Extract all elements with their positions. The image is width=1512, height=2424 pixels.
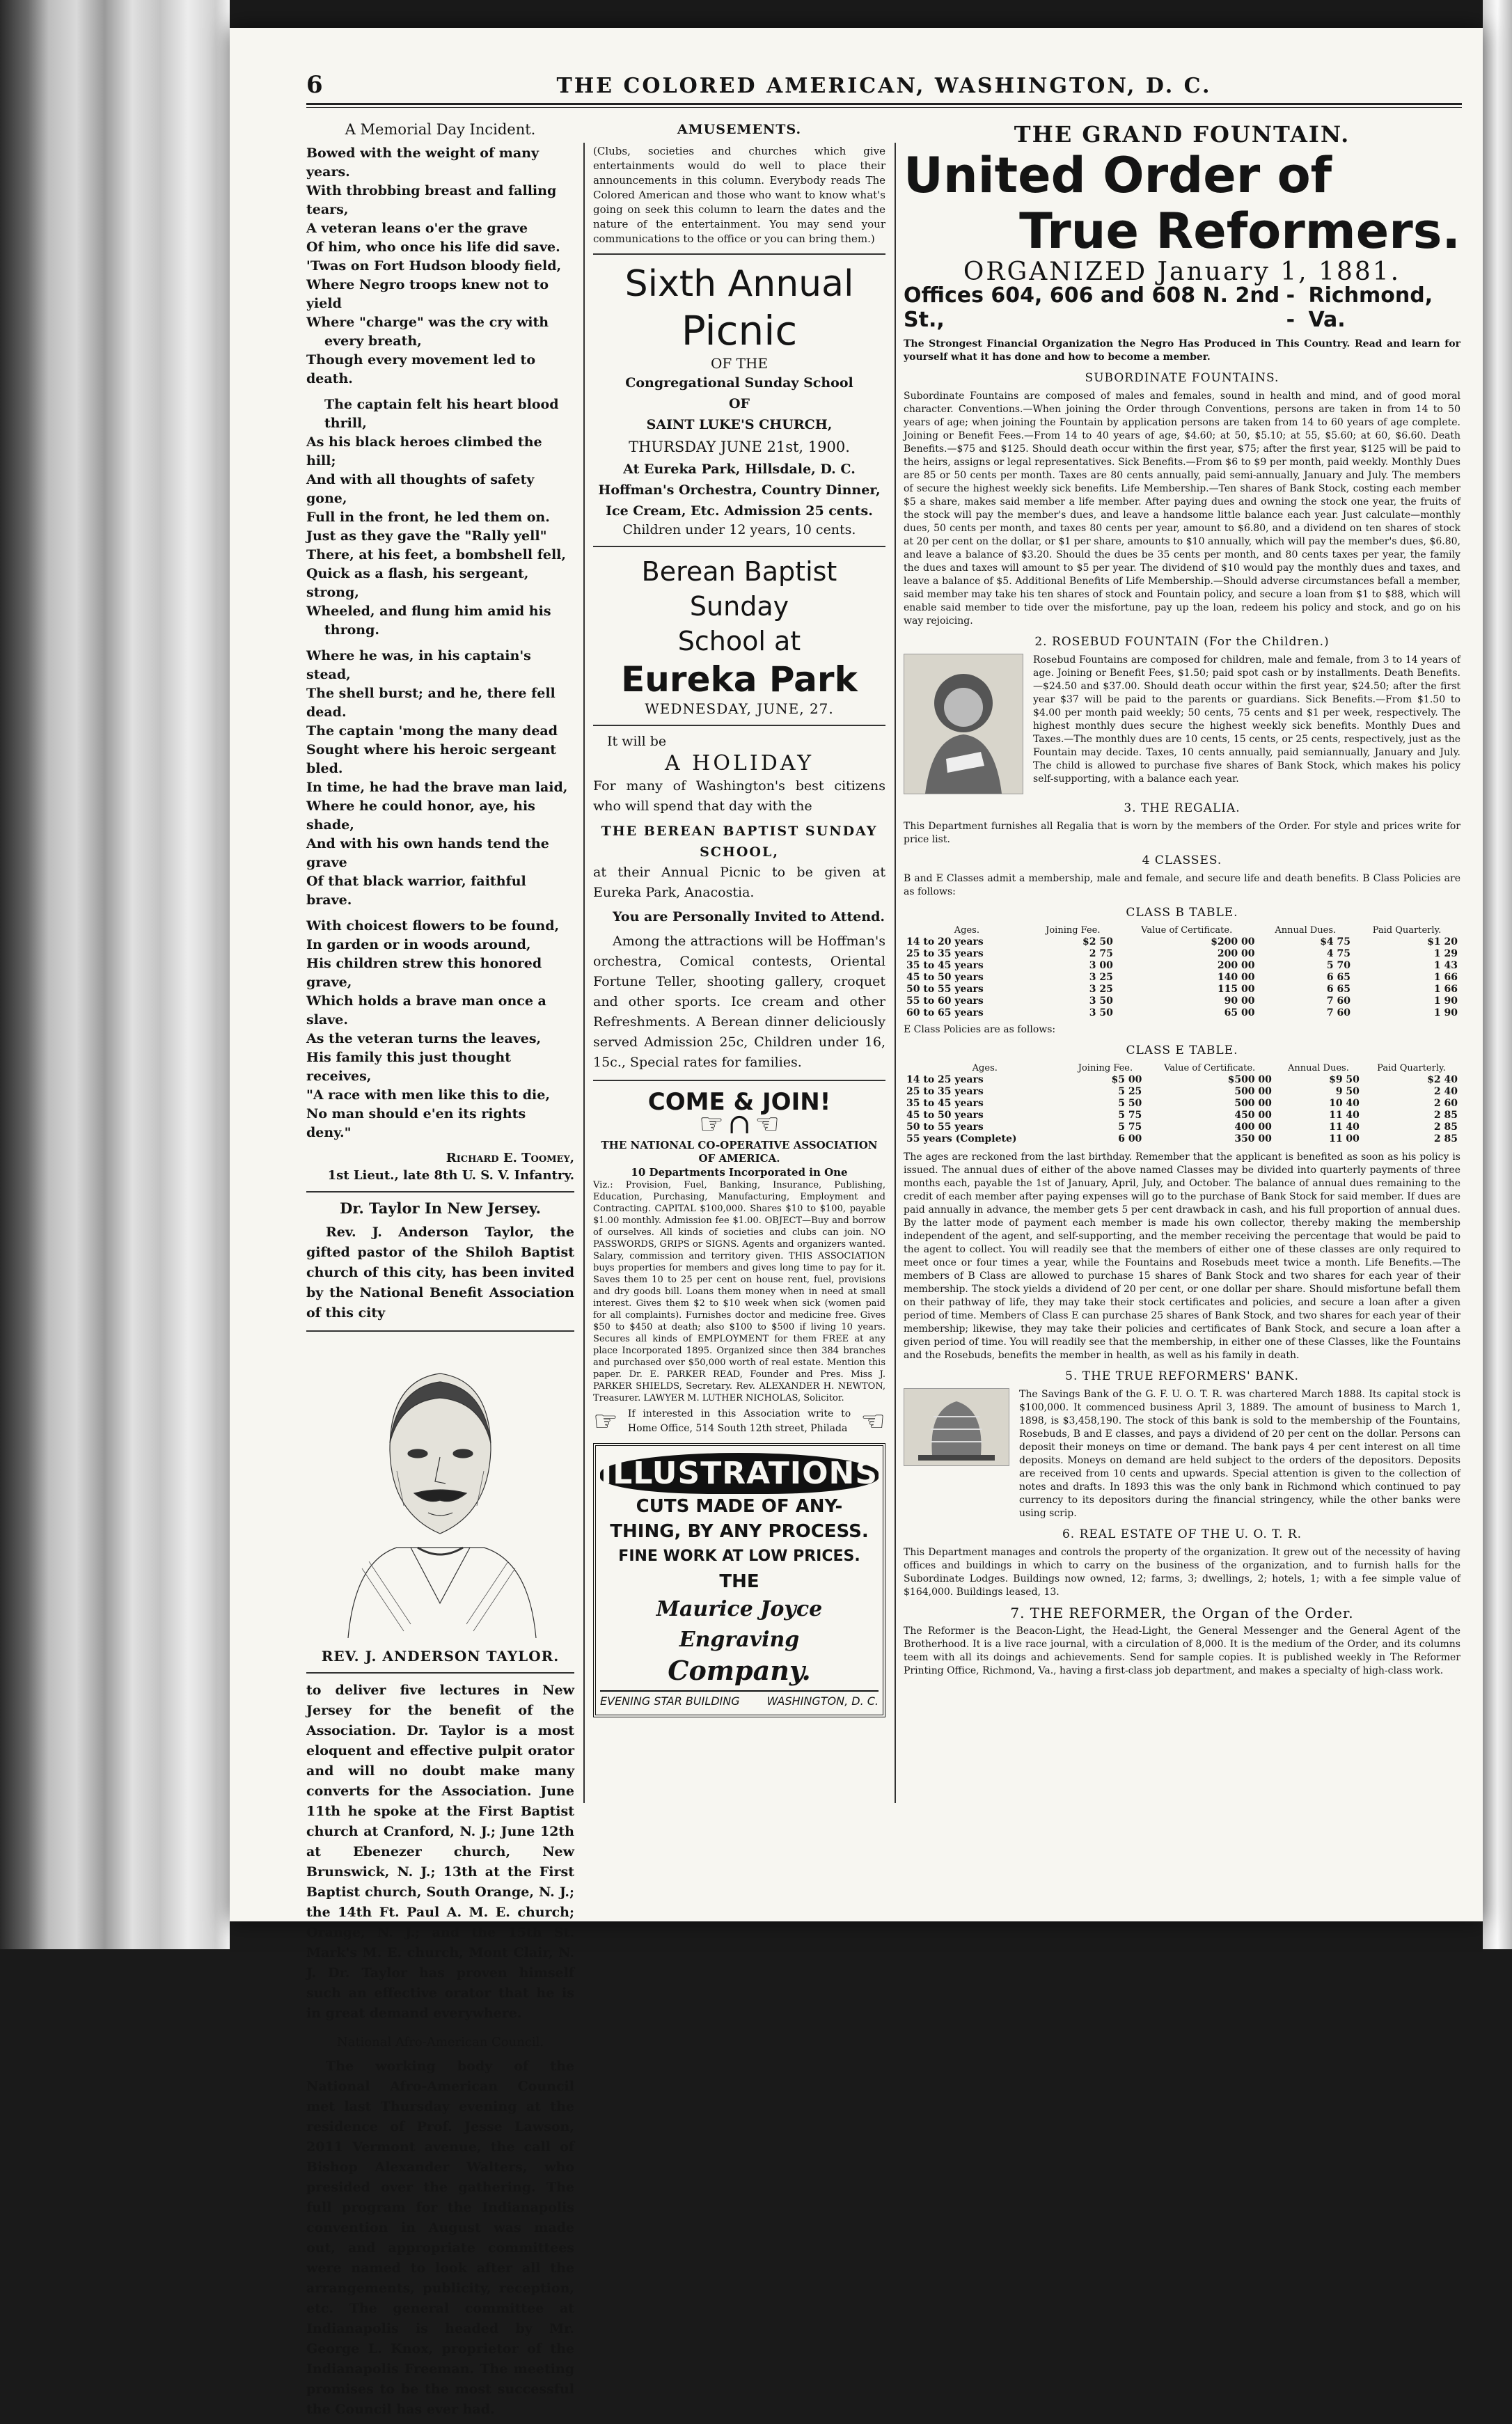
column-separator-2 bbox=[895, 143, 896, 1803]
table-cell: 25 to 35 years bbox=[906, 948, 984, 959]
table-cell: 55 to 60 years bbox=[906, 995, 984, 1007]
poem-line: every breath, bbox=[324, 333, 422, 349]
table-cell: 5 75 bbox=[1118, 1110, 1142, 1121]
table-cell: 140 00 bbox=[1217, 972, 1255, 983]
taylor-paragraph-1: Rev. J. Anderson Taylor, the gifted pastor of the Shiloh Baptist church of this city, has been invited by the National Benefit Association of this city bbox=[306, 1225, 574, 1321]
table-cell: 3 00 bbox=[1089, 960, 1113, 971]
class-e-table-body bbox=[904, 1074, 1460, 1145]
portrait-caption: REV. J. ANDERSON TAYLOR. bbox=[321, 1648, 560, 1664]
poem-line: Wheeled, and flung him amid his bbox=[306, 604, 551, 619]
poem-line: In garden or in woods around, bbox=[306, 937, 531, 952]
table-cell: $2 40 bbox=[1427, 1074, 1458, 1085]
table-cell: 5 50 bbox=[1118, 1098, 1142, 1109]
table-row bbox=[904, 1110, 1460, 1122]
table-cell: 60 to 65 years bbox=[906, 1007, 984, 1018]
engraving-line-3: FINE WORK AT LOW PRICES. bbox=[618, 1548, 860, 1565]
poem-line: His family this just thought receives, bbox=[306, 1050, 512, 1084]
masthead-rule bbox=[306, 103, 1462, 105]
table-cell: 1 90 bbox=[1433, 995, 1458, 1007]
picnic-admission: Ice Cream, Etc. Admission 25 cents. bbox=[606, 503, 873, 519]
table-cell: 350 00 bbox=[1234, 1133, 1272, 1144]
table-cell: $2 50 bbox=[1082, 936, 1113, 947]
regalia-body: This Department furnishes all Regalia that is worn by the members of the Order. For style and prices write for price list. bbox=[904, 821, 1460, 845]
poem-line: There, at his feet, a bombshell fell, bbox=[306, 547, 567, 562]
picnic-of-2: OF bbox=[728, 396, 750, 411]
table-row bbox=[904, 1122, 1460, 1133]
table-cell: 11 40 bbox=[1329, 1110, 1360, 1121]
berean-ad bbox=[593, 554, 885, 1073]
classes-heading: 4 CLASSES. bbox=[1142, 853, 1222, 867]
picnic-org-1: Congregational Sunday School bbox=[625, 375, 853, 391]
table-cell: 11 00 bbox=[1329, 1133, 1360, 1144]
table-row bbox=[904, 1007, 1460, 1019]
table-cell: $500 00 bbox=[1227, 1074, 1272, 1085]
poem-line: The shell burst; and he, there fell dead. bbox=[306, 686, 556, 720]
engraving-company-2: Company. bbox=[668, 1655, 811, 1686]
table-cell: 35 to 45 years bbox=[906, 1098, 984, 1109]
table-cell: 500 00 bbox=[1234, 1098, 1272, 1109]
poem bbox=[306, 144, 574, 1142]
poem-line: Which holds a brave man once a slave. bbox=[306, 993, 546, 1028]
offices-dash: - - bbox=[1286, 283, 1296, 332]
column-separator-1 bbox=[583, 143, 585, 1803]
class-b-title: CLASS B TABLE. bbox=[1126, 906, 1238, 920]
table-cell: 5 25 bbox=[1118, 1086, 1142, 1097]
engraving-line-1: CUTS MADE OF ANY- bbox=[636, 1496, 843, 1517]
poem-line: No man should e'en its rights deny." bbox=[306, 1106, 526, 1140]
amusements-note: (Clubs, societies and churches which give entertainments would do well to place their announcements in this column. Everybody reads The Colored American and those who want to know what's going on seek this column to learn the dates and the nature of the entertainment. You may send your communications to the office or you can bring them.) bbox=[593, 145, 885, 245]
poem-line: Sought where his heroic sergeant bled. bbox=[306, 742, 557, 776]
subordinate-heading: SUBORDINATE FOUNTAINS. bbox=[1085, 371, 1279, 385]
council-paragraph: The working body of the National Afro-American Council met last Thursday evening at the residence of Prof. Jesse Lawson, 2011 Vermont avenue, the call of Bishop Alexander Walters, who presided over the gathering. The full program for the Indianapolis convention in August was made out, and appropriate committees were named to look after all the arrangements, publicity, reception, etc. The general committee at Indianapolis is headed by Mr. George L. Knox, proprietor of the Indianapolis Freeman. The meeting promises to be the most successful the Council has ever had. bbox=[306, 2059, 574, 2417]
table-cell: 2 85 bbox=[1433, 1133, 1458, 1144]
table-cell: 2 85 bbox=[1433, 1110, 1458, 1121]
table-row bbox=[904, 960, 1460, 972]
poem-line: With throbbing breast and falling tears, bbox=[306, 183, 557, 217]
berean-title-line-2: School at bbox=[677, 626, 801, 656]
coop-footer-text: If interested in this Association write to Home Office, 514 South 12th street, Philada bbox=[627, 1408, 851, 1434]
divider bbox=[306, 1672, 574, 1674]
table-cell: 4 75 bbox=[1326, 948, 1351, 959]
real-estate-body: This Department manages and controls the property of the organization. It grew out of the necessity of having offices and buildings in which to carry on the business of the organization, and to furnish halls for the Subordinate Lodges. Buildings now owned, 12; farms, 3; dwellings, 2; hotels, 1; with a fee simple value of $164,000. Buildings leased, 13. bbox=[904, 1547, 1460, 1598]
bank-section bbox=[904, 1388, 1460, 1520]
berean-paragraph-2: at their Annual Picnic to be given at Eureka Park, Anacostia. bbox=[593, 865, 885, 900]
class-e-intro: E Class Policies are as follows: bbox=[904, 1024, 1056, 1035]
poem-line: Where he could honor, aye, his shade, bbox=[306, 798, 535, 833]
divider bbox=[306, 1191, 574, 1193]
table-header: Joining Fee. bbox=[1046, 925, 1101, 936]
picnic-line: Hoffman's Orchestra, Country Dinner, bbox=[598, 482, 881, 498]
pointing-hand-icon: ☞ bbox=[593, 1405, 618, 1438]
engraving-footer-right: WASHINGTON, D. C. bbox=[766, 1694, 879, 1708]
berean-date: WEDNESDAY, JUNE, 27. bbox=[645, 700, 834, 717]
column-1 bbox=[306, 117, 574, 2424]
table-cell: 1 66 bbox=[1433, 984, 1458, 995]
organized-date: ORGANIZED January 1, 1881. bbox=[963, 258, 1401, 286]
table-cell: 90 00 bbox=[1224, 995, 1255, 1007]
table-cell: 200 00 bbox=[1217, 960, 1255, 971]
masthead-rule-thin bbox=[306, 107, 1462, 108]
table-cell: 50 to 55 years bbox=[906, 984, 984, 995]
table-cell: 2 75 bbox=[1089, 948, 1113, 959]
table-cell: 1 29 bbox=[1433, 948, 1458, 959]
table-cell: 5 70 bbox=[1326, 960, 1351, 971]
subordinate-body: Subordinate Fountains are composed of males and females, sound in health and mind, and of good moral character. Conventions.—When joining the Order through Conventions, persons are taken in from 14 to 50 years of age; when joining the Fountain by application persons are taken from 14 to 60 years of age complete. Joining or Benefit Fees.—From 14 to 40 years of age, $4.60; at 50, $5.10; at 55, $5.60; at 60, $6.60. Death Benefits.—$75 and $125. Should death occur within the first year, $75; after the first year, $125 will be paid to the heirs, assigns or legal representatives. Sick Benefits.—From $6 to $9 per month, paid weekly. Monthly Dues are 85 or 50 cents per month. Taxes are 80 cents annually, paid semi-annually, January and July. The members of secure the highest weekly sick benefits. Life Membership.—Ten shares of Bank Stock, costing each member $5 a share, makes said member a life member. After paying dues and owning the stock one year, the fruits of the stock will pay the member's dues, and leave a handsome little balance each year. Just calculate—monthly dues, 50 cents per month, and taxes 80 cents per year, amount to $6.80, and a dividend on ten shares of stock at 20 per cent on the dollar, or $1 per share, amounts to $10 annually, which will pay the member's dues, $6.80, and leave a balance of $3.20. Should the dues be 35 cents per month, and 80 cents taxes per year, the family the dues and taxes will amount to $5 per year. The dividend of $10 would pay the monthly dues and taxes, and leave a balance of $5. Additional Benefits of Life Membership.—Should adverse circumstances befall a member, said member may take his ten shares of stock and Fountain policy, and secure a loan from $1 to $88, which will enable said member to tide over the misfortune, pay up the loan, redeem his policy and stock, and go on his way rejoicing. bbox=[904, 391, 1460, 627]
table-cell: 9 50 bbox=[1335, 1086, 1360, 1097]
masthead bbox=[306, 71, 1462, 99]
table-row bbox=[904, 972, 1460, 984]
engraving-the: THE bbox=[719, 1571, 759, 1592]
table-row bbox=[904, 1098, 1460, 1110]
table-header: Annual Dues. bbox=[1275, 925, 1337, 936]
picnic-ad bbox=[593, 262, 885, 539]
classes-body: B and E Classes admit a membership, male and female, and secure life and death benefits. B Class Policies are as follows: bbox=[904, 873, 1460, 897]
poem-line: And with all thoughts of safety gone, bbox=[306, 472, 535, 506]
poem-title: A Memorial Day Incident. bbox=[345, 121, 536, 138]
divider bbox=[593, 1080, 885, 1081]
poem-signature: Richard E. Toomey, bbox=[446, 1151, 574, 1165]
taylor-paragraph-2: to deliver five lectures in New Jersey for the benefit of the Association. Dr. Taylor is a most eloquent and effective pulpit orator and will no doubt make many converts for the Association. June 11th he spoke at the First Baptist church at Cranford, N. J.; June 12th at Ebenezer church, New Brunswick, N. J.; 13th at the First Baptist church, South Orange, N. J.; the 14th Ft. Paul A. M. E. church; Orange, N. J.; and the 15th St. Mark's M. E. church, Mont Clair, N. J. Dr. Taylor has proven himself such an effective orator that he is in great demand everywhere. bbox=[306, 1683, 574, 2021]
table-row bbox=[904, 1133, 1460, 1145]
classes-notes: The ages are reckoned from the last birthday. Remember that the applicant is benefited as soon as his policy is issued. The annual dues of either of the above named Classes may be divided into quarterly payments of three months each, payable the 1st of January, April, July, and October. The balance of annual dues remaining to the credit of each member after paying expenses will go to the purchase of Bank Stock for said member. If dues are paid annually in advance, the member gets 5 per cent drawback in cash, and his full proportion of annual dues. By the latter mode of payment each member is made his own collector, thereby making the membership independent of the agent, and self-supporting, and the member receiving the percentage that would be paid to the agent to collect. You will readily see that the members of either one of these classes are only required to meet once or four times a year, while the Fountains and Rosebuds meet twice a month. Life Benefits.—The members of B Class are allowed to purchase 15 shares of Bank Stock and two shares for each year of their membership. The stock yields a dividend of 20 per cent, or one dollar per share. Should misfortune befall them on their pathway of life, they may take their stock certificates and policies, and secure a loan after a given period of time. Members of Class E can purchase 25 shares of Bank Stock, and two shares for each year of their membership; likewise, they may take their policies and certificates of Bank Stock, and secure a loan after a given period of time. You will readily see that the membership, in either one of these Classes, like the Fountains and the Rosebuds, benefits the member in health, as well as his family in death. bbox=[904, 1151, 1460, 1361]
table-header: Value of Certificate. bbox=[1164, 1063, 1256, 1073]
table-cell: 45 to 50 years bbox=[906, 972, 984, 983]
column-2 bbox=[593, 117, 885, 1717]
table-cell: 14 to 25 years bbox=[906, 1074, 984, 1085]
table-cell: 7 60 bbox=[1326, 1007, 1351, 1018]
table-cell: 400 00 bbox=[1234, 1122, 1272, 1133]
picnic-title-line-2: Picnic bbox=[681, 307, 798, 354]
table-cell: 3 25 bbox=[1089, 984, 1113, 995]
table-cell: 50 to 55 years bbox=[906, 1122, 984, 1133]
amusements-headline: AMUSEMENTS. bbox=[677, 122, 802, 137]
table-cell: $200 00 bbox=[1211, 936, 1255, 947]
poem-line: Where "charge" was the cry with bbox=[306, 315, 549, 330]
poem-line: Though every movement led to death. bbox=[306, 352, 535, 386]
table-cell: 1 90 bbox=[1433, 1007, 1458, 1018]
table-cell: 65 00 bbox=[1224, 1007, 1255, 1018]
poem-line: throng. bbox=[324, 622, 379, 638]
poem-stanza-1 bbox=[306, 144, 574, 388]
berean-paragraph-3: Among the attractions will be Hoffman's orchestra, Comical contests, Oriental Fortune Teller, shooting gallery, croquet and other sports. Ice cream and other Refreshments. A Berean dinner deliciously served Admission 25c, Children under 16, 15c., Special rates for families. bbox=[593, 934, 885, 1070]
horseshoe-icon: ∩ bbox=[727, 1108, 751, 1140]
table-cell: 1 66 bbox=[1433, 972, 1458, 983]
column-3 bbox=[904, 117, 1460, 1678]
engraving-headline: ILLUSTRATIONS bbox=[600, 1453, 879, 1494]
berean-eureka: Eureka Park bbox=[621, 659, 858, 700]
table-cell: 2 85 bbox=[1433, 1122, 1458, 1133]
class-b-table-body bbox=[904, 936, 1460, 1019]
class-e-table bbox=[904, 1062, 1460, 1145]
table-cell: 2 40 bbox=[1433, 1086, 1458, 1097]
table-header-row bbox=[904, 1062, 1460, 1074]
poem-line: Just as they gave the "Rally yell" bbox=[306, 528, 547, 544]
reformer-body: The Reformer is the Beacon-Light, the Head-Light, the General Messenger and the General Agent of the Brotherhood. It is a live race journal, with a circulation of 8,000. It is the medium of the Order, and its columns teem with all its doings and achievements. Send for sample copies. It is published weekly in The Reformer Printing Office, Richmond, Va., having a first-class job department, and makes a specialty of high-class work. bbox=[904, 1626, 1460, 1676]
picnic-date: THURSDAY JUNE 21st, 1900. bbox=[629, 439, 850, 455]
poem-line: Of him, who once his life did save. bbox=[306, 239, 560, 255]
table-header: Paid Quarterly. bbox=[1377, 1063, 1446, 1073]
table-cell: 35 to 45 years bbox=[906, 960, 984, 971]
beehive-illustration bbox=[904, 1388, 1009, 1466]
coop-come-join: COME & JOIN! bbox=[647, 1088, 831, 1116]
poem-line: "A race with men like this to die, bbox=[306, 1087, 550, 1103]
pointing-hand-icon: ☜ bbox=[860, 1405, 885, 1438]
taylor-headline: Dr. Taylor In New Jersey. bbox=[340, 1199, 541, 1217]
reformer-heading: 7. THE REFORMER, the Organ of the Order. bbox=[1010, 1605, 1354, 1621]
poem-line: Quick as a flash, his sergeant, strong, bbox=[306, 566, 529, 600]
table-header: Paid Quarterly. bbox=[1372, 925, 1442, 936]
table-cell: 3 50 bbox=[1089, 995, 1113, 1007]
table-cell: 450 00 bbox=[1234, 1110, 1272, 1121]
engraving-footer bbox=[600, 1690, 879, 1708]
coop-ad bbox=[593, 1088, 885, 1436]
table-cell: 500 00 bbox=[1234, 1086, 1272, 1097]
poem-signature-title: 1st Lieut., late 8th U. S. V. Infantry. bbox=[327, 1168, 574, 1183]
table-cell: 14 to 20 years bbox=[906, 936, 984, 947]
coop-body: Viz.: Provision, Fuel, Banking, Insurance, Publishing, Education, Purchasing, Manufacturing, Employment and Contracting. CAPITAL $100,000. Shares $10 to $100, payable $1.00 monthly. Admission fee $1.00. OBJECT—Buy and borrow of ourselves. All kinds of societies and clubs can join. NO PASSWORDS, GRIPS or SIGNS. Agents and organizers wanted. Salary, commission and territory given. THIS ASSOCIATION buys properties for members and gives long time to pay for it. Saves them 10 to 25 per cent on house rent, fuel, provisions and dry goods bill. Loans them money when in need at small interest. Gives them $2 to $10 week when sick (women paid for all complaints). Furnishes doctor and medicine free. Gives $50 to $450 at death; also $100 to $500 if living 10 years. Secures all kinds of EMPLOYMENT for them FREE at any place Incorporated 1895. Organized since then 384 branches and purchased over $50,000 worth of real estate. Mention this paper. Dr. E. PARKER READ, Founder and Pres. Miss J. PARKER SHIELDS, Secretary. Rev. ALEXANDER H. NEWTON, Treasurer. LAWYER M. LUTHER NICHOLAS, Solicitor. bbox=[593, 1180, 885, 1403]
table-cell: $1 20 bbox=[1427, 936, 1458, 947]
table-cell: 5 75 bbox=[1118, 1122, 1142, 1133]
united-order-line-2: True Reformers. bbox=[1019, 203, 1460, 260]
table-cell: $5 00 bbox=[1111, 1074, 1142, 1085]
poem-line: 'Twas on Fort Hudson bloody field, bbox=[306, 258, 562, 274]
table-cell: 45 to 50 years bbox=[906, 1110, 984, 1121]
picnic-org-2: SAINT LUKE'S CHURCH, bbox=[646, 417, 833, 432]
poem-line: As his black heroes climbed the hill; bbox=[306, 434, 542, 469]
book-page-stack bbox=[0, 0, 230, 1949]
poem-line: Full in the front, he led them on. bbox=[306, 510, 550, 525]
table-row bbox=[904, 1086, 1460, 1098]
table-header: Joining Fee. bbox=[1078, 1063, 1133, 1073]
regalia-heading: 3. THE REGALIA. bbox=[1124, 801, 1241, 815]
pointing-hand-icon: ☞ bbox=[698, 1108, 724, 1140]
table-header-row bbox=[904, 924, 1460, 936]
rosebud-body: Rosebud Fountains are composed for children, male and female, from 3 to 14 years of age. Joining or Benefit Fees, $1.50; paid spot cash or by installments. Death Benefits.—$24.50 and $37.00. Should death occur within the first year, $24.50; after the first year $37 will be paid to the parents or guardians. Sick Benefits.—From $1.50 to $4.00 per month paid weekly; 50 cents, 75 cents and $1 per week, respectively. The highest monthly dues secure the highest weekly sick benefits. Monthly Dues and Taxes.—The monthly dues are 10 cents, 15 cents, or 25 cents, respectively, just as the Fountain may decide. Taxes, 10 cents annually, paid semiannually, January and July. The child is allowed to purchase five shares of Bank Stock, which makes his policy self-supporting, with a balance each year. bbox=[1033, 654, 1460, 785]
table-cell: 3 50 bbox=[1089, 1007, 1113, 1018]
class-b-table bbox=[904, 924, 1460, 1019]
berean-title-line-1: Berean Baptist Sunday bbox=[641, 556, 837, 622]
table-header: Ages. bbox=[972, 1063, 998, 1073]
table-cell: 55 years (Complete) bbox=[906, 1133, 1017, 1144]
divider bbox=[593, 725, 885, 726]
picnic-title-line-1: Sixth Annual bbox=[624, 263, 854, 305]
table-row bbox=[904, 984, 1460, 995]
picnic-place: At Eureka Park, Hillsdale, D. C. bbox=[623, 462, 856, 477]
poem-stanza-4 bbox=[306, 917, 574, 1142]
table-cell: 1 43 bbox=[1433, 960, 1458, 971]
poem-line: Of that black warrior, faithful brave. bbox=[306, 874, 526, 908]
engraving-ad bbox=[593, 1443, 885, 1717]
coop-hands bbox=[593, 1108, 885, 1140]
berean-invite: You are Personally Invited to Attend. bbox=[613, 909, 885, 924]
council-headline: National Afro-American Council. bbox=[336, 2035, 544, 2049]
book-right-edge bbox=[1483, 0, 1512, 1949]
table-header: Ages. bbox=[954, 925, 979, 936]
table-header: Annual Dues. bbox=[1288, 1063, 1349, 1073]
berean-willbe: It will be bbox=[607, 734, 667, 749]
table-cell: $9 50 bbox=[1329, 1074, 1360, 1085]
table-cell: 200 00 bbox=[1217, 948, 1255, 959]
berean-school: THE BEREAN BAPTIST SUNDAY SCHOOL, bbox=[601, 824, 878, 860]
divider bbox=[593, 546, 885, 547]
coop-subheading: 10 Departments Incorporated in One bbox=[631, 1166, 848, 1179]
rosebud-section bbox=[904, 654, 1460, 794]
bank-body: The Savings Bank of the G. F. U. O. T. R. was chartered March 1888. Its capital stock is $100,000. It commenced business April 3, 1889. The amount of business to March 1, 1898, is $3,458,190. The stock of this bank is sold to the membership of the Fountains, Rosebuds, B and E classes, and pays a dividend of 20 per cent on the dollar. Persons can deposit their moneys on time or demand. The bank pays 4 per cent interest on all time deposits. Moneys on demand are held subject to the orders of the depositors. Deposits are received from 10 cents and upwards. Special attention is given to the collection of notes and drafts. In 1893 this was the only bank in Richmond which continued to pay currency to its depositors during the financial stringency, while the other banks were using scrip. bbox=[1019, 1389, 1460, 1519]
table-cell: 7 60 bbox=[1326, 995, 1351, 1007]
table-cell: 6 00 bbox=[1118, 1133, 1142, 1144]
poem-line: Where he was, in his captain's stead, bbox=[306, 648, 531, 682]
poem-line: A veteran leans o'er the grave bbox=[306, 221, 528, 236]
table-cell: 115 00 bbox=[1217, 984, 1255, 995]
berean-holiday: A HOLIDAY bbox=[664, 751, 814, 776]
table-cell: $4 75 bbox=[1320, 936, 1351, 947]
child-illustration bbox=[904, 654, 1023, 794]
offices-city: Richmond, Va. bbox=[1308, 283, 1433, 332]
page-number: 6 bbox=[306, 71, 323, 99]
table-cell: 2 60 bbox=[1433, 1098, 1458, 1109]
poem-line: The captain felt his heart blood thrill, bbox=[324, 397, 559, 431]
strongest-notice: The Strongest Financial Organization the Negro Has Produced in This Country. Read and learn for yourself what it has done and how to become a member. bbox=[904, 338, 1460, 363]
table-cell: 3 25 bbox=[1089, 972, 1113, 983]
poem-stanza-3 bbox=[306, 647, 574, 910]
divider bbox=[306, 1330, 574, 1332]
divider bbox=[593, 253, 885, 255]
poem-line: Where Negro troops knew not to yield bbox=[306, 277, 549, 311]
table-row bbox=[904, 948, 1460, 960]
picnic-of: OF THE bbox=[710, 355, 768, 372]
offices-address: Offices 604, 606 and 608 N. 2nd St., bbox=[904, 283, 1280, 332]
poem-line: Bowed with the weight of many years. bbox=[306, 145, 540, 180]
pointing-hand-icon: ☜ bbox=[755, 1108, 780, 1140]
poem-line: The captain 'mong the many dead bbox=[306, 723, 558, 739]
class-e-title: CLASS E TABLE. bbox=[1126, 1044, 1238, 1057]
grand-fountain-title: THE GRAND FOUNTAIN. bbox=[1014, 121, 1350, 148]
berean-paragraph-1: For many of Washington's best citizens who will spend that day with the bbox=[593, 778, 885, 814]
real-estate-heading: 6. REAL ESTATE OF THE U. O. T. R. bbox=[1062, 1527, 1302, 1541]
picnic-children: Children under 12 years, 10 cents. bbox=[622, 522, 856, 537]
poem-line: In time, he had the brave man laid, bbox=[306, 780, 568, 795]
coop-heading: THE NATIONAL CO-OPERATIVE ASSOCIATION OF AMERICA. bbox=[601, 1139, 878, 1165]
poem-line: With choicest flowers to be found, bbox=[306, 918, 560, 934]
offices-line bbox=[904, 283, 1460, 332]
portrait-illustration bbox=[306, 1339, 574, 1638]
engraving-company-1: Maurice Joyce Engraving bbox=[656, 1597, 823, 1652]
table-cell: 6 65 bbox=[1326, 972, 1351, 983]
masthead-title: THE COLORED AMERICAN, WASHINGTON, D. C. bbox=[556, 74, 1212, 98]
rosebud-heading: 2. ROSEBUD FOUNTAIN (For the Children.) bbox=[1034, 635, 1330, 649]
table-cell: 11 40 bbox=[1329, 1122, 1360, 1133]
poem-line: As the veteran turns the leaves, bbox=[306, 1031, 542, 1046]
engraving-line-2: THING, BY ANY PROCESS. bbox=[610, 1521, 869, 1542]
table-cell: 10 40 bbox=[1329, 1098, 1360, 1109]
poem-stanza-2 bbox=[306, 395, 574, 640]
engraving-footer-left: EVENING STAR BUILDING bbox=[600, 1694, 740, 1708]
table-row bbox=[904, 995, 1460, 1007]
newspaper-page bbox=[230, 28, 1483, 2417]
table-row bbox=[904, 1074, 1460, 1086]
table-row bbox=[904, 936, 1460, 948]
poem-line: And with his own hands tend the grave bbox=[306, 836, 549, 870]
table-header: Value of Certificate. bbox=[1141, 925, 1233, 936]
table-cell: 25 to 35 years bbox=[906, 1086, 984, 1097]
coop-footer bbox=[593, 1407, 885, 1436]
table-cell: 6 65 bbox=[1326, 984, 1351, 995]
united-order-line-1: United Order of bbox=[904, 147, 1332, 204]
poem-line: His children strew this honored grave, bbox=[306, 956, 542, 990]
bank-heading: 5. THE TRUE REFORMERS' BANK. bbox=[1065, 1369, 1299, 1383]
